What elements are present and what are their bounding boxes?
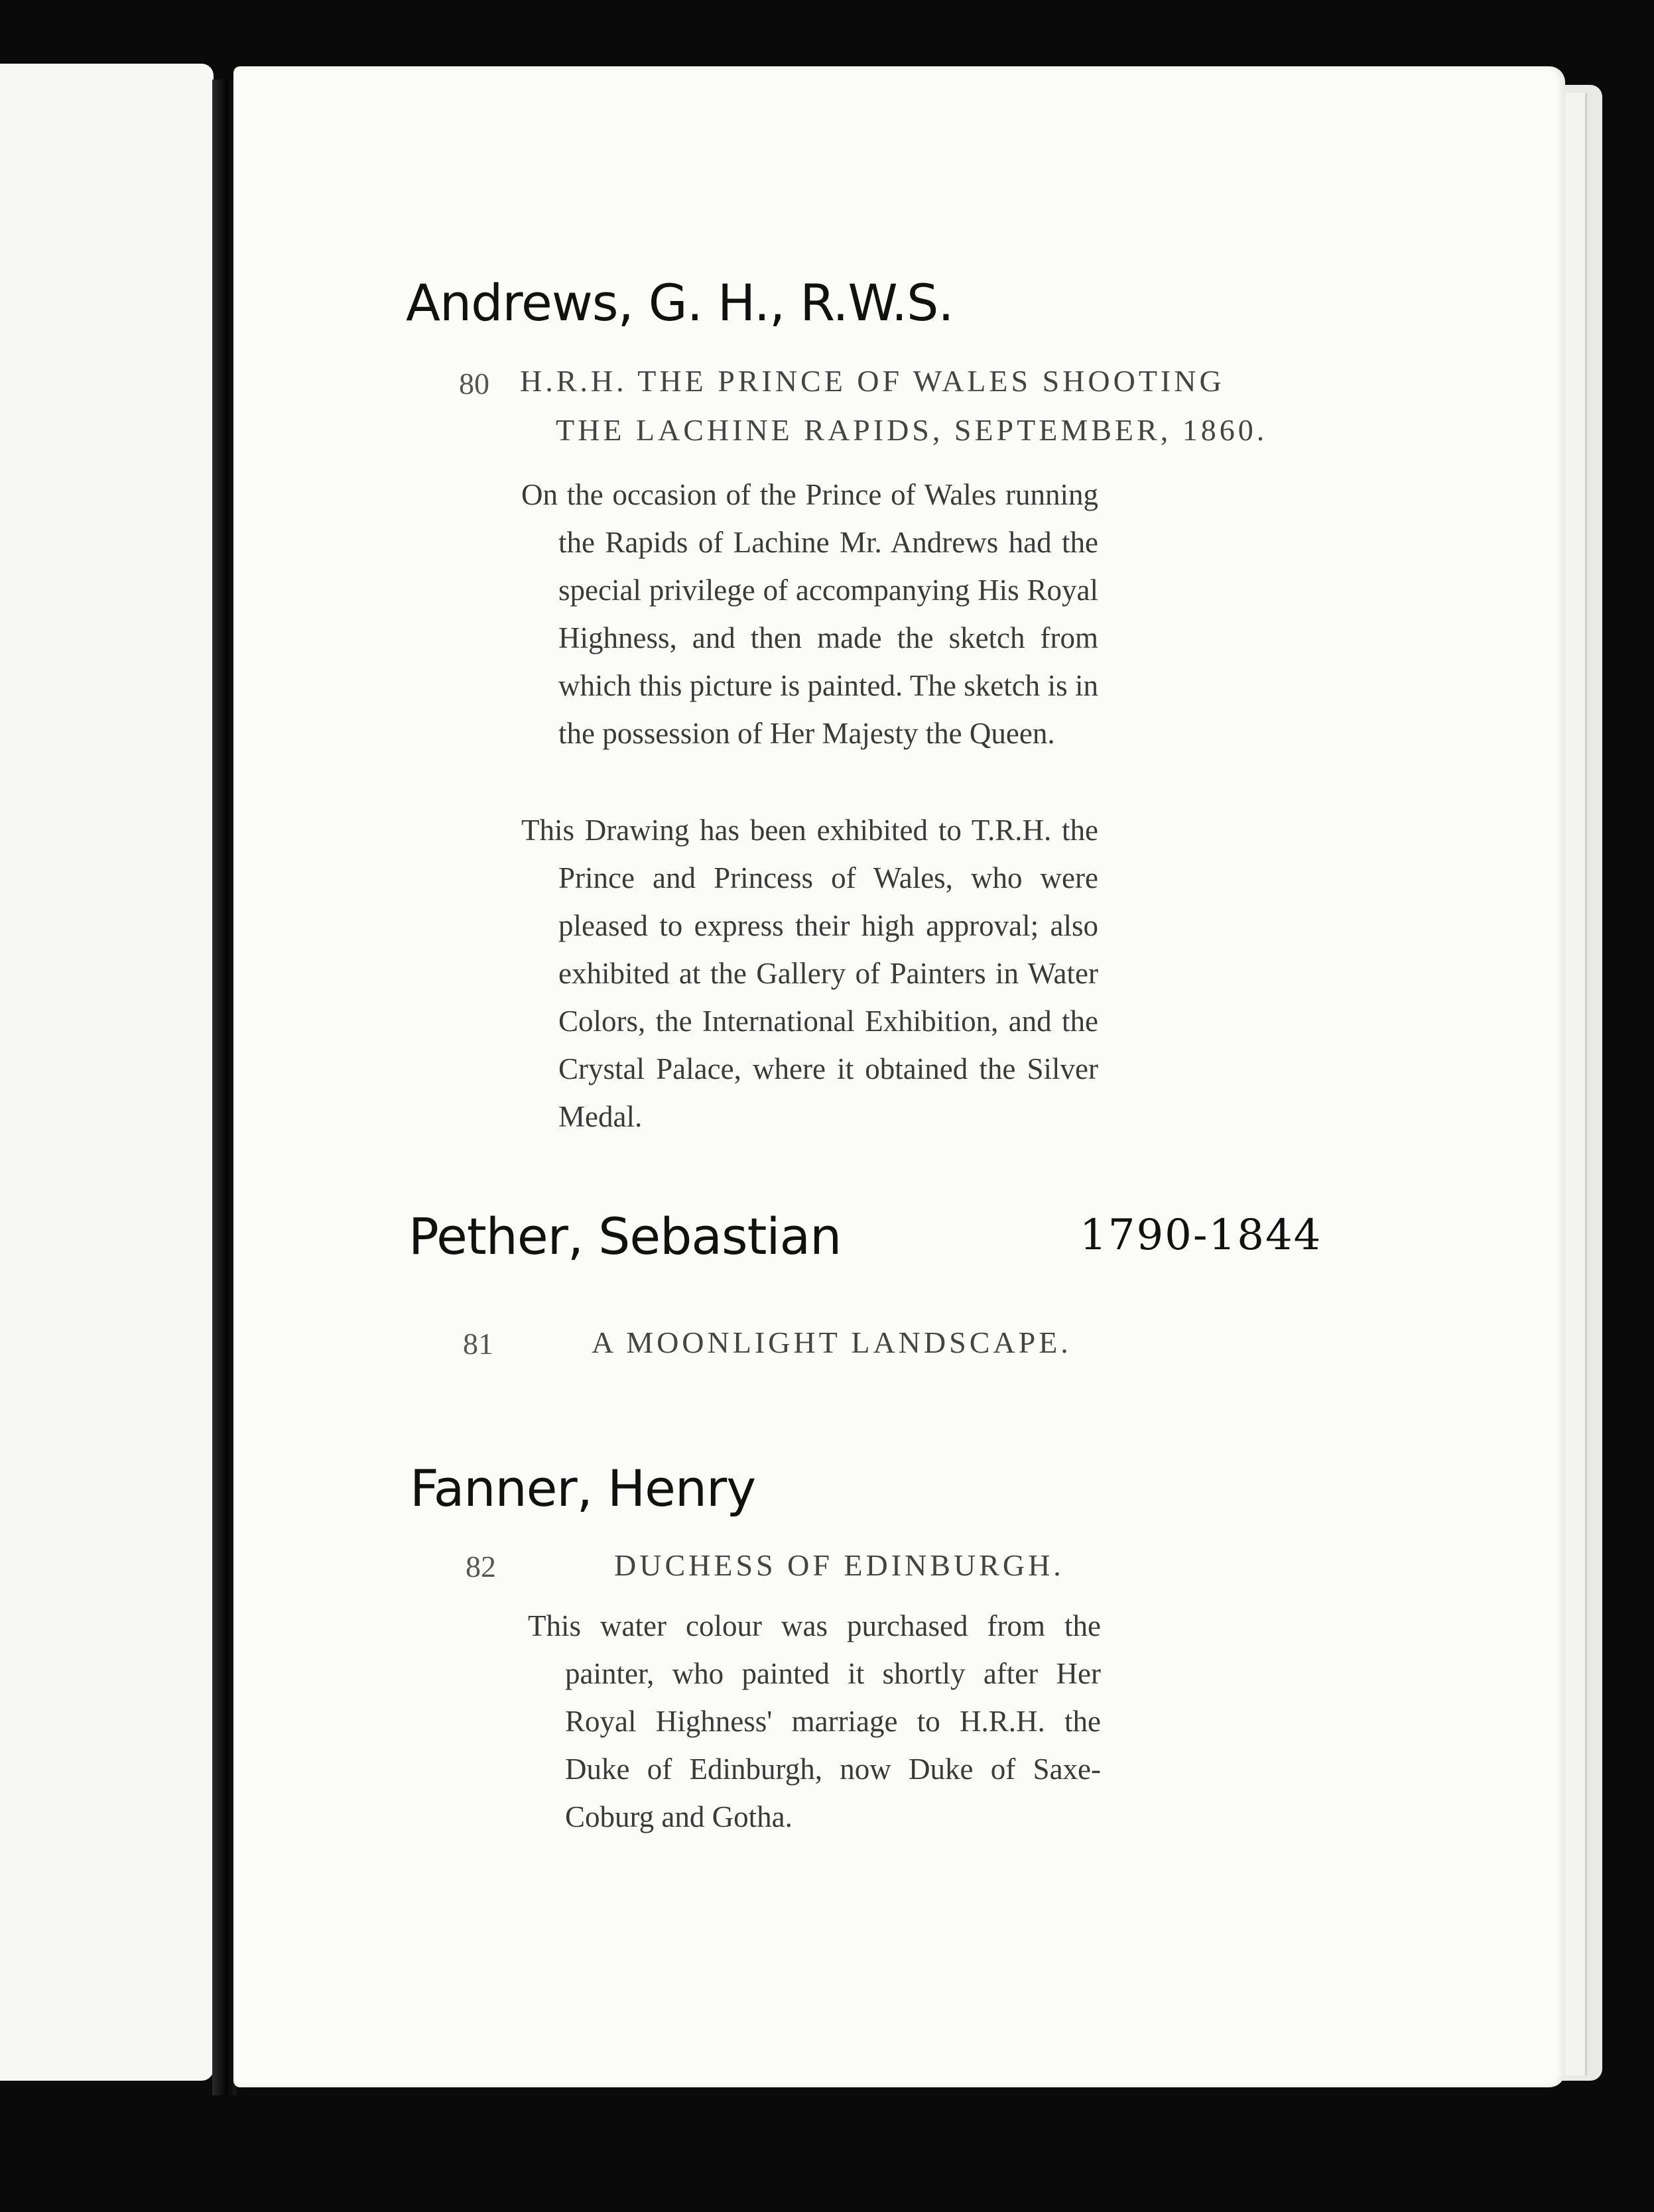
artwork-title-line-2: THE LACHINE RAPIDS, SEPTEMBER, 1860. xyxy=(556,413,1268,447)
catalogue-page xyxy=(233,66,1565,2087)
entry-80-note-2: This Drawing has been exhibited to T.R.H. the Prince and Princess of Wales, who were pleased to express their high approval; also exhibited at the Gallery of Painters in Water Colors, the International Exhibition, and the Crystal Palace, where it obtained the Silver Medal. xyxy=(521,814,1098,1133)
artist-heading-andrews: Andrews, G. H., R.W.S. xyxy=(406,273,954,332)
artist-heading-fanner: Fanner, Henry xyxy=(410,1459,756,1518)
entry-80-note-1: On the occasion of the Prince of Wales running the Rapids of Lachine Mr. Andrews had the special privilege of accompanying His Royal Highness, and then made the sketch from which this picture is painted. The sketch is in the possession of Her Majesty the Queen. xyxy=(521,478,1098,750)
entry-82-note-1: This water colour was purchased from the painter, who painted it shortly after Her Royal Highness' marriage to H.R.H. the Duke of Edinburgh, now Duke of Saxe-Coburg and Gotha. xyxy=(528,1609,1101,1833)
artwork-title-moonlight: A MOONLIGHT LANDSCAPE. xyxy=(592,1325,1072,1359)
artist-heading-pether: Pether, Sebastian xyxy=(409,1207,842,1266)
catalogue-number-81: 81 xyxy=(463,1327,493,1361)
page-content xyxy=(233,66,1565,2087)
facing-page-left xyxy=(0,64,214,2081)
artist-dates: 1790-1844 xyxy=(1080,1211,1322,1260)
catalogue-number-80: 80 xyxy=(459,367,489,400)
catalogue-number-82: 82 xyxy=(466,1550,496,1583)
artwork-title-line-1: H.R.H. THE PRINCE OF WALES SHOOTING xyxy=(520,364,1225,398)
book-gutter xyxy=(212,80,236,2095)
artwork-title-duchess: DUCHESS OF EDINBURGH. xyxy=(614,1548,1064,1582)
